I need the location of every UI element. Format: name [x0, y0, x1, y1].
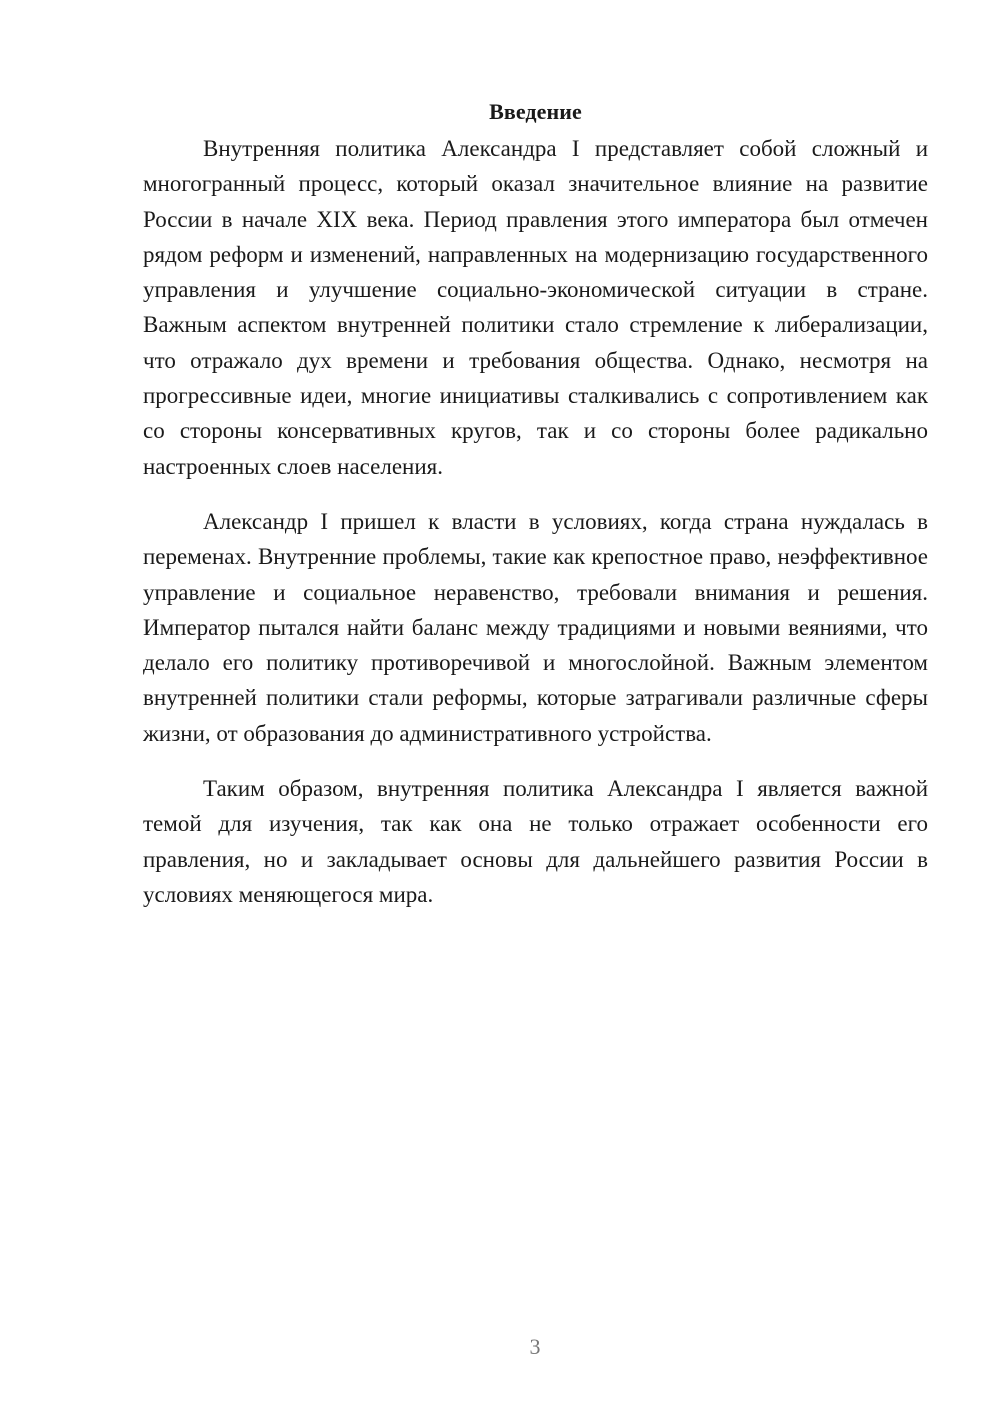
paragraph-1: Внутренняя политика Александра I представляет собой сложный и многогранный процесс, который оказал значительное влияние на развитие России в начале XIX века. Период правления этого императора был отмечен рядом реформ и изменений, направленных на модернизацию государственного управления и улучшение социально-экономической ситуации в стране. Важным аспектом внутренней политики стало стремление к либерализации, что отражало дух времени и требования общества. Однако, несмотря на прогрессивные идеи, многие инициативы сталкивались с сопротивлением как со стороны консервативных кругов, так и со стороны более радикально настроенных слоев населения. — [143, 136, 928, 479]
section-heading: Введение — [489, 99, 582, 124]
paragraph-3: Таким образом, внутренняя политика Александра I является важной темой для изучения, так как она не только отражает особенности его правления, но и закладывает основы для дальнейшего развития России в условиях меняющегося мира. — [143, 776, 928, 907]
page-number: 3 — [529, 1334, 541, 1359]
page-content — [143, 95, 928, 932]
paragraph-2: Александр I пришел к власти в условиях, когда страна нуждалась в переменах. Внутренние проблемы, такие как крепостное право, неэффективное управление и социальное неравенство, требовали внимания и решения. Император пытался найти баланс между традициями и новыми веяниями, что делало его политику противоречивой и многослойной. Важным элементом внутренней политики стали реформы, которые затрагивали различные сферы жизни, от образования до административного устройства. — [143, 508, 928, 746]
